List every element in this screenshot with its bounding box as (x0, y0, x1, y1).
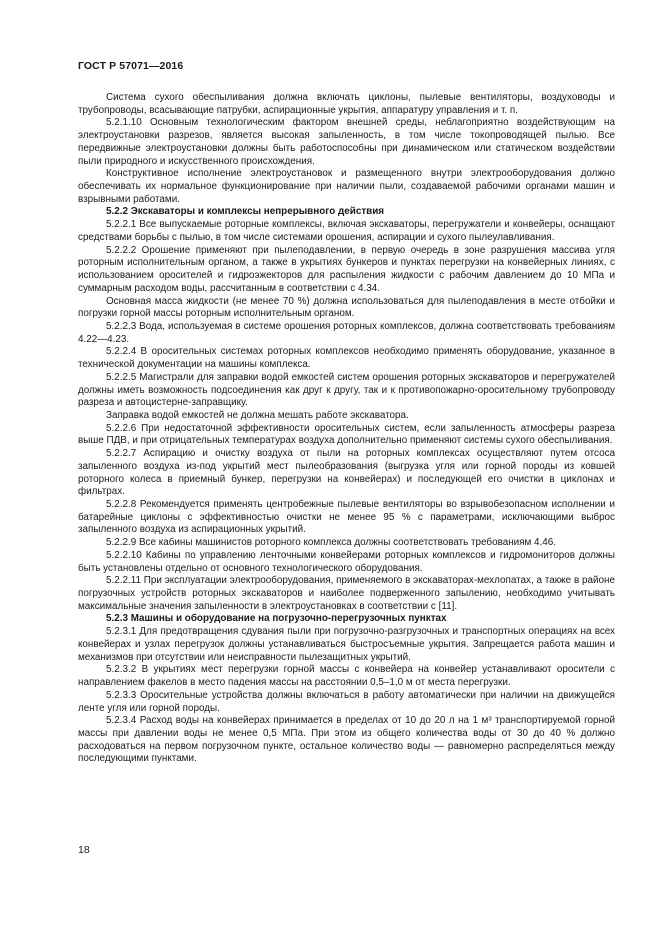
paragraph: Заправка водой емкостей не должна мешать работе экскаватора. (106, 409, 409, 421)
paragraph: 5.2.2.5 Магистрали для заправки водой емкостей систем орошения роторных экскаваторов и перегружателей должны иметь возможность подсоединения как друг к другу, так и к противопожарно-оросительному трубопроводу разреза и автоцистерне-заправщику. (78, 371, 615, 409)
document-body (78, 92, 615, 766)
paragraph: Конструктивное исполнение электроустановок и размещенного внутри электрооборудования должно обеспечивать их нормальное функционирование при наличии пыли, создаваемой рабочими органами машин и взрывными работами. (78, 168, 615, 205)
paragraph: 5.2.3.3 Оросительные устройства должны включаться в работу автоматически при наличии на движущейся ленте угля или горной породы. (78, 689, 615, 714)
paragraph: 5.2.2.8 Рекомендуется применять центробежные пылевые вентиляторы во взрывобезопасном исполнении и батарейные циклоны с эффективностью очистки не менее 95 % с параметрами, исключающими выброс запыленного воздуха из аспирационных укрытий. (78, 499, 615, 536)
paragraph: 5.2.2.10 Кабины по управлению ленточными конвейерами роторных комплексов и гидромониторов должны быть установлены отдельно от основного технологического оборудования. (78, 549, 615, 574)
paragraph: 5.2.2.6 При недостаточной эффективности оросительных систем, если запыленность атмосферы разреза выше ПДВ, и при отрицательных температурах воздуха дополнительно применяют системы сухого обеспыливания. (78, 422, 615, 447)
paragraph: 5.2.2.1 Все выпускаемые роторные комплексы, включая экскаваторы, перегружатели и конвейеры, оснащают средствами борьбы с пылью, в том числе системами орошения, аспирации и сухого пылеулавливания. (78, 219, 615, 243)
paragraph: 5.2.2.3 Вода, используемая в системе орошения роторных комплексов, должна соответствовать требованиям 4.22—4.23. (78, 320, 615, 345)
paragraph: 5.2.3.2 В укрытиях мест перегрузки горной массы с конвейера на конвейер устанавливают оросители с направлением факелов в место падения массы на расстоянии 0,5–1,0 м от места перегрузки. (78, 664, 615, 689)
paragraph: 5.2.2.4 В оросительных системах роторных комплексов необходимо применять оборудование, указанное в технической документации на машины комплекса. (78, 346, 615, 371)
page-number: 18 (78, 844, 90, 856)
paragraph: 5.2.2.2 Орошение применяют при пылеподавлении, в первую очередь в зоне разрушения массива угля роторным исполнительным органом, а также в укрытиях бункеров и пунктах перегрузки на конвейерных линиях, с использованием оросителей и гидроэжекторов для распыления жидкости с рабочим давлением до 10 МПа и суммарным расходом воды, рассчитанным в соответствии с 4.34. (78, 244, 615, 294)
paragraph: 5.2.3.1 Для предотвращения сдувания пыли при погрузочно-разгрузочных и транспортных операциях на всех конвейерах и узлах перегрузок должны устанавливаться быстросъемные укрытия. Запрещается работа машин и механизмов при отсутствии или неисправности пылезащитных укрытий. (78, 626, 615, 663)
paragraph: Система сухого обеспыливания должна включать циклоны, пылевые вентиляторы, воздуховоды и трубопроводы, всасывающие патрубки, аспирационные укрытия, аппаратуру управления и т. п. (78, 92, 615, 116)
paragraph: 5.2.2.11 При эксплуатации электрооборудования, применяемого в экскаваторах-мехлопатах, а также в районе погрузочных устройств роторных экскаваторов и наиболее подверженного запылению, необходимо учитывать максимальные значения запыленности в электроустановках в соответствии с [11]. (78, 575, 615, 612)
paragraph: 5.2.2.7 Аспирацию и очистку воздуха от пыли на роторных комплексах осуществляют путем отсоса запыленного воздуха из-под укрытий мест пылеобразования (выгрузка угля или горной породы из ковшей роторного колеса в приемный бункер, перегрузки на конвейерах) и последующей его очистки в циклонах и фильтрах. (78, 448, 615, 498)
paragraph: Основная масса жидкости (не менее 70 %) должна использоваться для пылеподавления в месте отбойки и погрузки горной массы роторным исполнительным органом. (78, 295, 615, 320)
paragraph: 5.2.3.4 Расход воды на конвейерах принимается в пределах от 10 до 20 л на 1 м³ транспортируемой горной массы при давлении воды не менее 0,5 МПа. При этом из общего количества воды от 30 до 40 % должно расходоваться на первом погрузочном пункте, остальное количество воды — равномерно распределяться между последующими пунктами. (78, 715, 615, 765)
paragraph: 5.2.2.9 Все кабины машинистов роторного комплекса должны соответствовать требованиям 4.46. (106, 537, 557, 549)
section-heading: 5.2.3 Машины и оборудование на погрузочно-перегрузочных пунктах (106, 613, 447, 625)
section-heading: 5.2.2 Экскаваторы и комплексы непрерывного действия (106, 206, 385, 218)
paragraph: 5.2.1.10 Основным технологическим фактором внешней среды, неблагоприятно воздействующим на электроустановки разрезов, является высокая запыленность, в том числе токопроводящей пылью. Все передвижные электроустановки должны быть работоспособны при динамическом или статическом воздействии пыли природного и искусственного происхождения. (78, 117, 615, 167)
document-header: ГОСТ Р 57071—2016 (78, 60, 184, 72)
